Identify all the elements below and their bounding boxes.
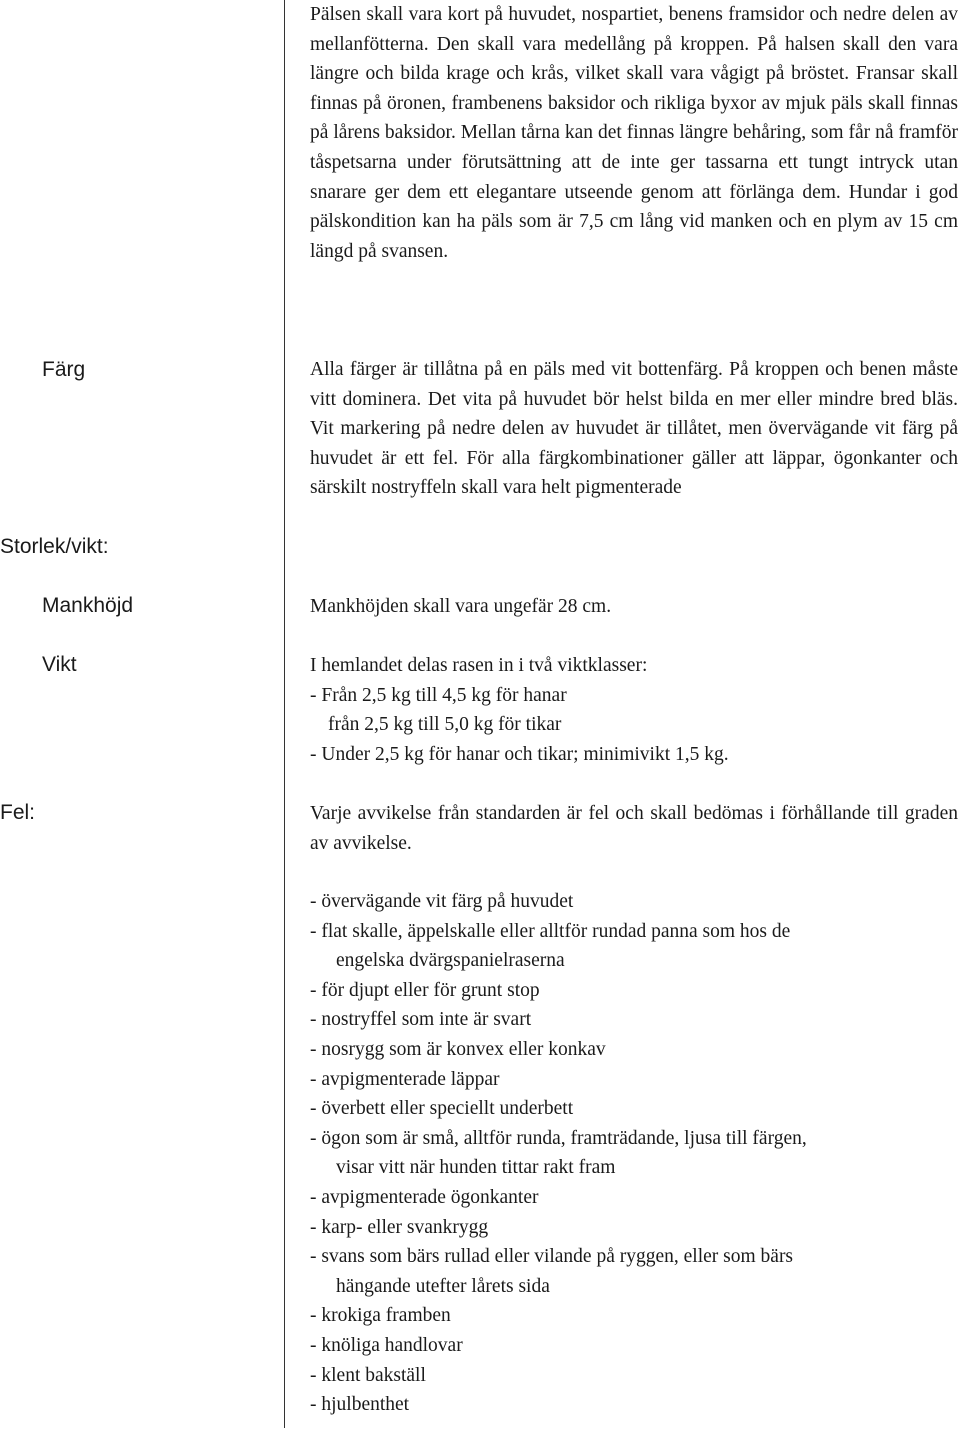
fault-item-continuation: hängande utefter lårets sida: [336, 1275, 550, 1297]
fault-item: - svans som bärs rullad eller vilande på ryggen, eller som bärs: [310, 1246, 794, 1268]
fault-item: - avpigmenterade läppar: [310, 1068, 500, 1090]
fault-item: - nostryffel som inte är svart: [310, 1009, 532, 1031]
label-vikt: Vikt: [42, 653, 77, 676]
coat-paragraph: Pälsen skall vara kort på huvudet, nospartiet, benens framsidor och nedre delen av mellanfötterna. Den skall vara medellång på kroppen. På halsen skall den vara längre och bilda krage och krås, vilket skall vara vågigt på bröstet. Fransar skall finnas på öronen, frambenens baksidor och rikliga byxor av mjuk päls skall finnas på lårens baksidor. Mellan tårna kan det finnas längre behåring, som får nå framför tåspetsarna under förutsättning att de inte ger tassarna ett tungt intryck utan snarare ger dem ett elegantare utseende genom att förlänga dem. Hundar i god pälskondition kan ha päls som är 7,5 cm lång vid manken och en plym av 15 cm längd på svansen.: [310, 4, 958, 262]
weight-section: [310, 651, 958, 769]
color-paragraph: Alla färger är tillåtna på en päls med vit bottenfärg. På kroppen och benen måste vitt dominera. Det vita på huvudet bör helst bilda en mer eller mindre bred bläs. Vit markering på nedre delen av huvudet är tillåtet, men övervägande vit färg på huvudet är ett fel. För alla färgkombinationer gäller att läppar, ögonkanter och särskilt nostryffeln skall vara helt pigmenterade: [310, 359, 958, 499]
fault-item: - ögon som är små, alltför runda, framträdande, ljusa till färgen,: [310, 1127, 807, 1149]
fault-item: - avpigmenterade ögonkanter: [310, 1186, 539, 1208]
faults-intro-section: [310, 799, 958, 858]
height-section: [310, 592, 958, 622]
label-storlek-vikt: Storlek/vikt:: [0, 535, 109, 558]
weight-intro: I hemlandet delas rasen in i två viktklasser:: [310, 655, 648, 676]
fault-item: - överbett eller speciellt underbett: [310, 1098, 574, 1120]
column-divider: [284, 0, 285, 1428]
fault-item: - krokiga framben: [310, 1305, 451, 1327]
fault-item-continuation: visar vitt när hunden tittar rakt fram: [336, 1157, 616, 1179]
fault-item: - flat skalle, äppelskalle eller alltför rundad panna som hos de: [310, 920, 791, 942]
fault-item: - karp- eller svankrygg: [310, 1216, 489, 1238]
fault-item-continuation: engelska dvärgspanielraserna: [336, 950, 565, 972]
label-farg: Färg: [42, 358, 86, 381]
color-section: [310, 355, 958, 503]
weight-line: - Under 2,5 kg för hanar och tikar; minimivikt 1,5 kg.: [310, 743, 729, 765]
coat-section: [310, 0, 958, 266]
fault-item: - hjulbenthet: [310, 1394, 410, 1416]
faults-intro: Varje avvikelse från standarden är fel och skall bedömas i förhållande till graden av avvikelse.: [310, 803, 958, 854]
fault-item: - övervägande vit färg på huvudet: [310, 891, 574, 912]
faults-list: [310, 887, 958, 1420]
label-fel: Fel:: [0, 801, 36, 824]
weight-line: från 2,5 kg till 5,0 kg för tikar: [328, 714, 562, 736]
fault-item: - knöliga handlovar: [310, 1334, 463, 1356]
fault-item: - klent bakställ: [310, 1364, 426, 1386]
height-text: Mankhöjden skall vara ungefär 28 cm.: [310, 596, 612, 617]
label-mankhojd: Mankhöjd: [42, 594, 134, 617]
weight-line: - Från 2,5 kg till 4,5 kg för hanar: [310, 684, 567, 706]
fault-item: - för djupt eller för grunt stop: [310, 979, 540, 1001]
fault-item: - nosrygg som är konvex eller konkav: [310, 1038, 606, 1060]
